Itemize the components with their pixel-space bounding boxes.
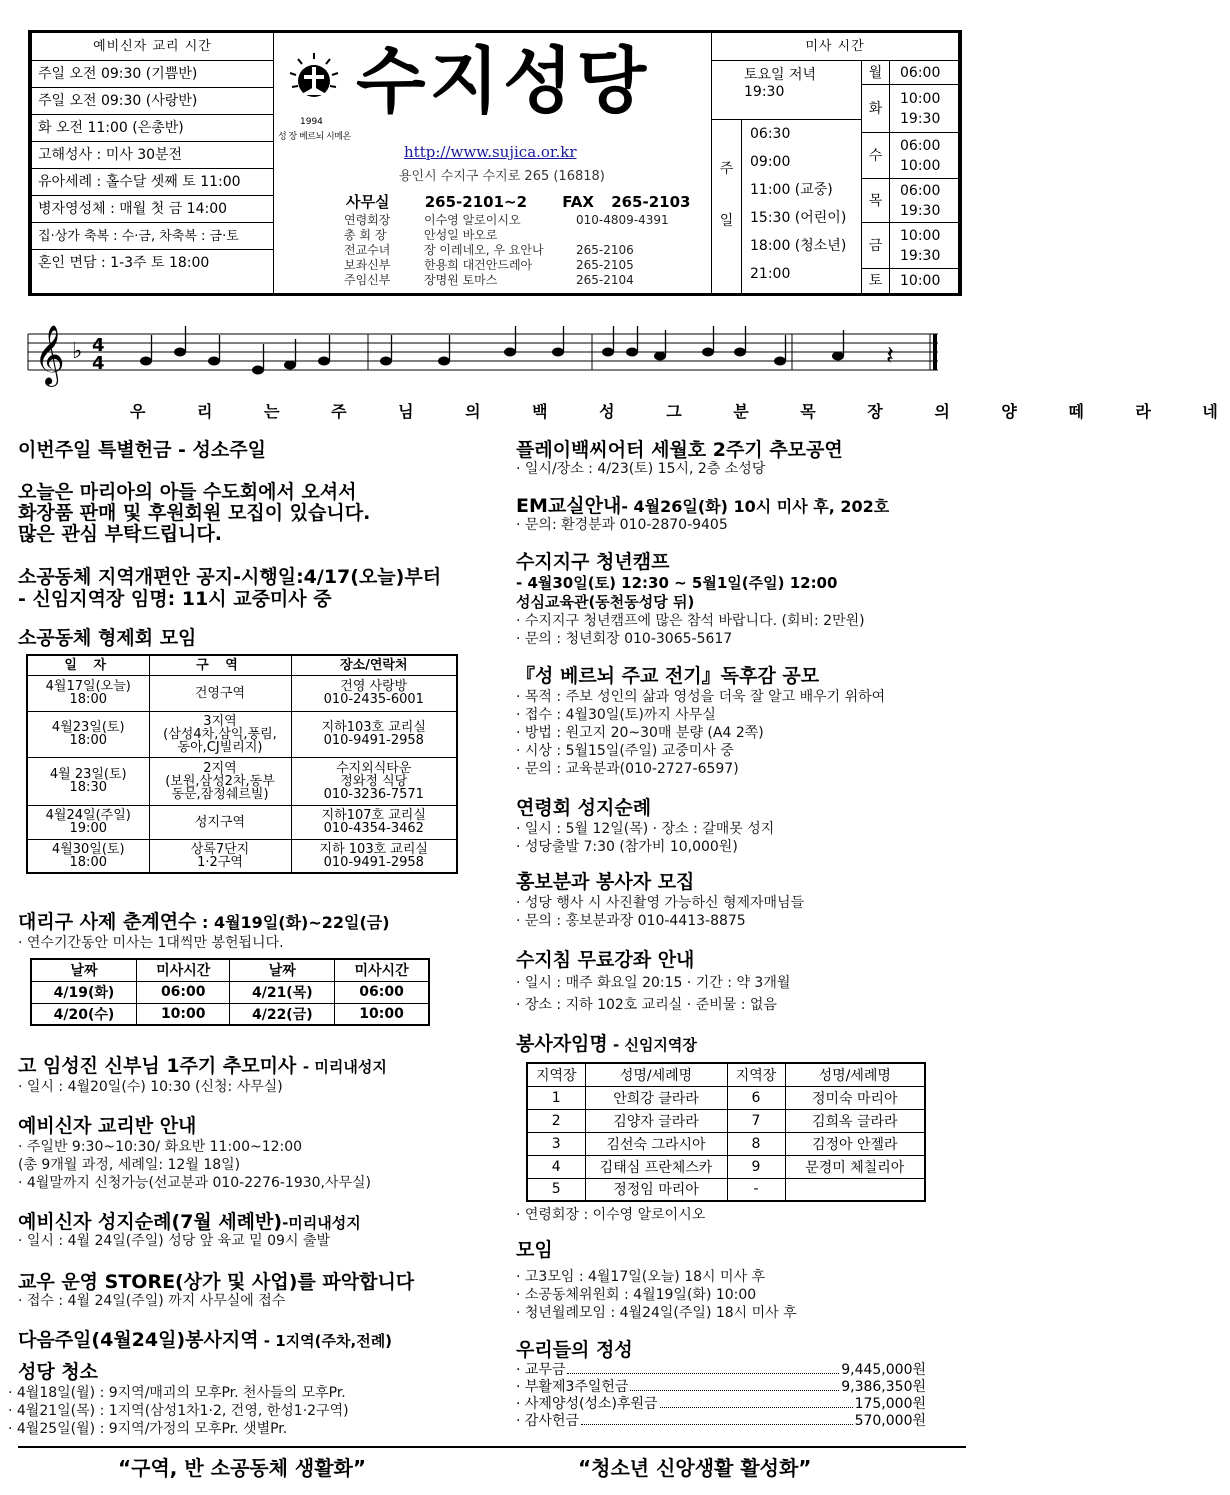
table-row: 4/19(화) 06:00 4/21(목) 06:00	[31, 981, 429, 1003]
note-head-icon	[208, 357, 220, 366]
pr-body: · 성당 행사 시 사진촬영 가능하신 형제자매님들 · 문의 : 홍보분과장 010-4413-8875	[516, 895, 805, 929]
retreat-dates: : 4월19일(화)~22일(금)	[196, 913, 390, 932]
staff-role: 보좌신부	[344, 258, 391, 272]
staff-name: 안성일 바오로	[424, 228, 498, 242]
sunday-time: 09:00	[750, 154, 791, 170]
table-row: 4월17일(오늘) 18:00 건영구역 건영 사랑방 010-2435-6001	[27, 675, 457, 711]
em-title: EM교실안내	[516, 495, 622, 517]
catechism-row: 혼인 면담 : 1-3주 토 18:00	[38, 255, 210, 271]
catechumen-body: · 주일반 9:30~10:30/ 화요반 11:00~12:00 (총 9개월 과정, 세례일: 12월 18일) · 4월말까지 신청가능(선교분과 010-2276-1930,사무실)	[18, 1139, 372, 1191]
leaders-table	[526, 1062, 926, 1202]
table-row: 3 김선숙 그라시아 8 김정아 안젤라	[527, 1132, 925, 1155]
store-body: · 접수 : 4월 24일(주일) 까지 사무실에 접수	[18, 1293, 286, 1309]
sunday-time: 15:30 (어린이)	[750, 210, 847, 226]
note-head-icon	[504, 348, 516, 357]
weekday-sat	[862, 269, 959, 293]
office-label: 사무실	[346, 193, 390, 211]
notes	[140, 326, 894, 375]
weekday-label: 금	[862, 223, 890, 268]
em-detail: - 4월26일(화) 10시 미사 후, 202호	[621, 497, 890, 516]
catechism-row: 주일 오전 09:30 (기쁨반)	[32, 61, 273, 88]
pilgrimage-title: 예비신자 성지순례(7월 세례반)	[18, 1211, 283, 1233]
staff-role: 총 회 장	[344, 228, 387, 242]
staff-row	[344, 243, 704, 258]
catechism-schedule	[32, 33, 274, 293]
pr-title: 홍보분과 봉사자 모집	[516, 871, 695, 893]
sewol-body: · 일시/장소 : 4/23(토) 15시, 2층 소성당	[516, 461, 766, 477]
table-row: 2 김양자 글라라 7 김희옥 글라라	[527, 1109, 925, 1132]
meeting-body: · 고3모임 : 4월17일(오늘) 18시 미사 후 · 소공동체위원회 : 4월19일(화) 10:00 · 청년월례모임 : 4월24일(주일) 18시 미사 후	[516, 1269, 797, 1321]
staff-phone: 265-2106	[576, 243, 634, 257]
sunday-times	[742, 120, 862, 293]
community-notice	[18, 566, 441, 610]
notice	[18, 482, 370, 545]
sewol-title: 플레이백씨어터 세월호 2주기 추모공연	[516, 439, 843, 461]
footer-divider	[18, 1446, 966, 1448]
weekday-wed	[862, 133, 959, 179]
fax-label: FAX	[562, 193, 594, 211]
office-phone: 265-2101~2	[424, 193, 528, 211]
weekday-time: 10:00	[900, 158, 941, 174]
retreat-title: 대리구 사제 춘계연수	[18, 911, 197, 933]
note-head-icon	[438, 357, 450, 366]
offering-row: · 사제양성(성소)후원금 175,000원	[516, 1396, 926, 1412]
treble-clef-icon: 𝄞	[34, 325, 65, 385]
saturday-time: 19:30	[744, 84, 785, 100]
memorial-heading	[18, 1054, 387, 1079]
staff-role: 주임신부	[344, 273, 391, 287]
funeral-pilgrimage-title: 연령회 성지순례	[516, 797, 652, 819]
table-header: 날짜	[31, 959, 136, 981]
staff-row	[344, 273, 704, 288]
memorial-place: - 미리내성지	[302, 1058, 387, 1076]
pilgrimage-place: -미리내성지	[282, 1214, 361, 1232]
mass-schedule	[711, 33, 958, 293]
staff-phone: 265-2104	[576, 273, 634, 287]
note-head-icon	[284, 361, 296, 370]
offering-row: · 부활제3주일헌금 9,386,350원	[516, 1379, 926, 1395]
staff-row	[344, 258, 704, 273]
staff-name: 장 이레네오, 우 요안나	[424, 243, 544, 257]
masthead	[28, 30, 962, 296]
staff-row	[344, 228, 704, 243]
table-header: 지역장	[527, 1063, 585, 1086]
catechism-row: 병자영성체 : 매월 첫 금 14:00	[32, 196, 273, 223]
table-header: 성명/세례명	[585, 1063, 727, 1086]
weekday-time: 19:30	[900, 111, 941, 127]
weekday-label: 토	[862, 269, 890, 293]
memorial-body: · 일시 : 4월20일(수) 10:30 (신청: 사무실)	[18, 1079, 283, 1095]
catechism-row: 집·상가 축복 : 수·금, 차축복 : 금·토	[32, 223, 273, 250]
leaders-heading	[516, 1032, 697, 1057]
saturday-label: 토요일 저녁	[744, 67, 817, 83]
time-signature-top: 4	[92, 335, 105, 356]
table-row: 4월30일(토) 18:00 상록7단지 1·2구역 지하 103호 교리실 010-9491-2958	[27, 839, 457, 873]
leaders-subtitle: - 신임지역장	[607, 1036, 697, 1054]
slogan-left: “구역, 반 소공동체 생활화”	[118, 1456, 366, 1480]
notice-line: 소공동체 지역개편안 공지-시행일:4/17(오늘)부터	[18, 566, 442, 588]
essay-body: · 목적 : 주보 성인의 삶과 영성을 더욱 잘 알고 배우기 위하여 · 접수 : 4월30일(토)까지 사무실 · 방법 : 원고지 20~30매 분량 (A4 2쪽) · 시상 : 5월15일(주일) 교중미사 중 · 문의 : 교육분과(010-2727-6597)	[516, 689, 886, 777]
meeting-title: 모임	[516, 1239, 553, 1261]
note-head-icon	[654, 352, 666, 361]
slogan-right: “청소년 신앙생활 활성화”	[578, 1456, 812, 1480]
sunday-time: 18:00 (청소년)	[750, 238, 847, 254]
catechism-row: 고해성사 : 미사 30분전	[32, 142, 273, 169]
church-name: 수지성당	[356, 39, 651, 123]
staff-phone: 265-2105	[576, 258, 634, 272]
hymn-staff	[28, 314, 938, 394]
note-head-icon	[174, 348, 186, 357]
weekday-time: 10:00	[900, 228, 941, 244]
cleaning-body: · 4월18일(월) : 9지역/매괴의 모후Pr. 천사들의 모후Pr. · 4월21일(목) : 1지역(삼성1차1·2, 건영, 한성1·2구역) · 4월25일(월) : 9지역/가정의 모후Pr. 샛별Pr.	[8, 1385, 349, 1437]
table-header: 미사시간	[136, 959, 230, 981]
retreat-heading	[18, 910, 390, 935]
staff-phone: 010-4809-4391	[576, 213, 669, 227]
sunday-time: 21:00	[750, 266, 791, 282]
note-head-icon	[832, 352, 844, 361]
next-service-heading	[18, 1328, 392, 1353]
table-row: 4 김태심 프란체스카 9 문경미 체칠리아	[527, 1155, 925, 1178]
cleaning-title: 성당 청소	[18, 1361, 99, 1383]
retreat-note: · 연수기간동안 미사는 1대씩만 봉헌됩니다.	[18, 935, 284, 951]
offering-row: · 감사헌금 570,000원	[516, 1413, 926, 1429]
next-service-title: 다음주일(4월24일)봉사지역	[18, 1329, 259, 1351]
church-address: 용인시 수지구 수지로 265 (16818)	[399, 169, 605, 184]
weekday-time: 10:00	[900, 273, 941, 289]
notice-line: 많은 관심 부탁드립니다.	[18, 523, 222, 545]
weekday-time: 06:00	[900, 65, 941, 81]
logo-year: 1994	[300, 117, 323, 127]
table-header: 구 역	[149, 655, 291, 675]
meeting-title: 소공동체 형제회 모임	[18, 627, 197, 649]
acu-body: · 일시 : 매주 화요일 20:15 · 기간 : 약 3개월 · 장소 : 지하 102호 교리실 · 준비물 : 없음	[516, 975, 791, 1013]
sunday-time: 06:30	[750, 126, 791, 142]
note-head-icon	[140, 357, 152, 366]
flat-sign-icon: ♭	[72, 339, 83, 364]
offering-title: 우리들의 정성	[516, 1339, 633, 1361]
table-row: 4/20(수) 10:00 4/22(금) 10:00	[31, 1003, 429, 1025]
weekday-label: 목	[862, 179, 890, 222]
offering-list	[516, 1362, 926, 1430]
weekday-thu	[862, 179, 959, 223]
retreat-table	[30, 958, 430, 1026]
website-link[interactable]: http://www.sujica.or.kr	[404, 143, 577, 161]
fax-number: 265-2103	[611, 193, 691, 211]
notice-line: - 신임지역장 임명: 11시 교중미사 중	[18, 588, 332, 610]
table-row: 4월23일(토) 18:00 3지역 (삼성4차,삼익,풍림, 동아,CJ빌리지) 지하103호 교리실 010-9491-2958	[27, 711, 457, 757]
quarter-rest-icon: 𝄽	[886, 341, 894, 371]
offering-row: · 교무금 9,445,000원	[516, 1362, 926, 1378]
sunday-label: 주 일	[712, 120, 742, 293]
note-head-icon	[252, 366, 264, 375]
weekday-time: 06:00	[900, 138, 941, 154]
catechumen-title: 예비신자 교리반 안내	[18, 1115, 197, 1137]
table-header: 날짜	[230, 959, 335, 981]
note-head-icon	[552, 348, 564, 357]
weekday-tue	[862, 85, 959, 133]
staff-role: 전교수녀	[344, 243, 391, 257]
pilgrimage-body: · 일시 : 4월 24일(주일) 성당 앞 육교 밑 09시 출발	[18, 1233, 330, 1249]
note-head-icon	[380, 357, 392, 366]
leaders-note: · 연령회장 : 이수영 알로이시오	[516, 1207, 706, 1223]
weekday-time: 19:30	[900, 203, 941, 219]
office-contact	[346, 191, 720, 212]
staff-name: 이수영 알로이시오	[424, 213, 521, 227]
saturday-mass	[712, 61, 862, 120]
weekday-label: 수	[862, 133, 890, 178]
weekday-label: 월	[862, 61, 890, 84]
camp-schedule: - 4월30일(토) 12:30 ~ 5월1일(주일) 12:00 성심교육관(동천동성당 뒤)	[516, 574, 838, 611]
catechism-row: 화 오전 11:00 (은총반)	[32, 115, 273, 142]
notice-line: 오늘은 마리아의 아들 수도회에서 오셔서	[18, 481, 357, 503]
staff-role: 연령회장	[344, 213, 391, 227]
note-head-icon	[774, 357, 786, 366]
catechism-row: 유아세례 : 홀수달 셋째 토 11:00	[32, 169, 273, 196]
mass-title: 미사 시간	[712, 33, 958, 61]
weekday-time: 10:00	[900, 91, 941, 107]
staff-name: 한용희 대건안드레아	[424, 258, 533, 272]
em-body: · 문의: 환경분과 010-2870-9405	[516, 517, 728, 533]
weekday-mon	[862, 61, 959, 85]
essay-title: 『성 베르뇌 주교 전기』독후감 공모	[516, 665, 820, 687]
table-row: 5 정정임 마리아 -	[527, 1178, 925, 1201]
weekday-label: 화	[862, 85, 890, 132]
church-cross-logo-icon	[286, 51, 342, 107]
table-header: 미사시간	[335, 959, 429, 981]
memorial-title: 고 임성진 신부님 1주기 추모미사	[18, 1055, 297, 1077]
note-head-icon	[626, 348, 638, 357]
funeral-pilgrimage-body: · 일시 : 5월 12일(목) · 장소 : 갈매못 성지 · 성당출발 7:30 (참가비 10,000원)	[516, 821, 775, 855]
hymn-lyrics: 우 리 는 주 님 의 백 성 그 분 목 장 의 양 떼 라 네	[130, 402, 1230, 421]
table-row: 4월24일(주일) 19:00 성지구역 지하107호 교리실 010-4354-3462	[27, 805, 457, 839]
camp-body: · 수지지구 청년캠프에 많은 참석 바랍니다. (회비: 2만원) · 문의 : 청년회장 010-3065-5617	[516, 613, 865, 647]
note-head-icon	[702, 348, 714, 357]
church-identity	[274, 33, 711, 293]
catechism-row: 주일 오전 09:30 (사랑반)	[32, 88, 273, 115]
camp-title: 수지지구 청년캠프	[516, 551, 670, 573]
staff-name: 장명원 토마스	[424, 273, 498, 287]
logo-saint-name: 성 장 베르뇌 시메온	[278, 132, 351, 142]
weekday-time: 19:30	[900, 248, 941, 264]
weekday-time: 06:00	[900, 183, 941, 199]
sunday-time: 11:00 (교중)	[750, 182, 833, 198]
staff-list	[344, 213, 704, 288]
staff-row	[344, 213, 704, 228]
note-head-icon	[318, 357, 330, 366]
table-header: 성명/세례명	[785, 1063, 925, 1086]
table-row: 4월 23일(토) 18:30 2지역 (보원,삼성2차,동부 동문,잠정쉐르빌) 수지외식타운 정와정 식당 010-3236-7571	[27, 757, 457, 805]
table-header: 일 자	[27, 655, 149, 675]
table-header: 지역장	[727, 1063, 785, 1086]
time-signature-bottom: 4	[92, 353, 105, 374]
catechism-title: 예비신자 교리 시간	[32, 33, 273, 61]
weekday-fri	[862, 223, 959, 269]
meeting-table	[26, 654, 458, 874]
note-head-icon	[734, 348, 746, 357]
table-row: 1 안희강 클라라 6 정미숙 마리아	[527, 1086, 925, 1109]
acu-title: 수지침 무료강좌 안내	[516, 949, 695, 971]
next-service-area: - 1지역(주차,전례)	[258, 1332, 393, 1350]
table-header: 장소/연락처	[291, 655, 457, 675]
notice-line: 화장품 판매 및 후원회원 모집이 있습니다.	[18, 502, 371, 524]
leaders-title: 봉사자임명	[516, 1033, 608, 1055]
special-offering: 이번주일 특별헌금 - 성소주일	[18, 439, 266, 461]
store-title: 교우 운영 STORE(상가 및 사업)를 파악합니다	[18, 1271, 415, 1293]
note-head-icon	[602, 348, 614, 357]
